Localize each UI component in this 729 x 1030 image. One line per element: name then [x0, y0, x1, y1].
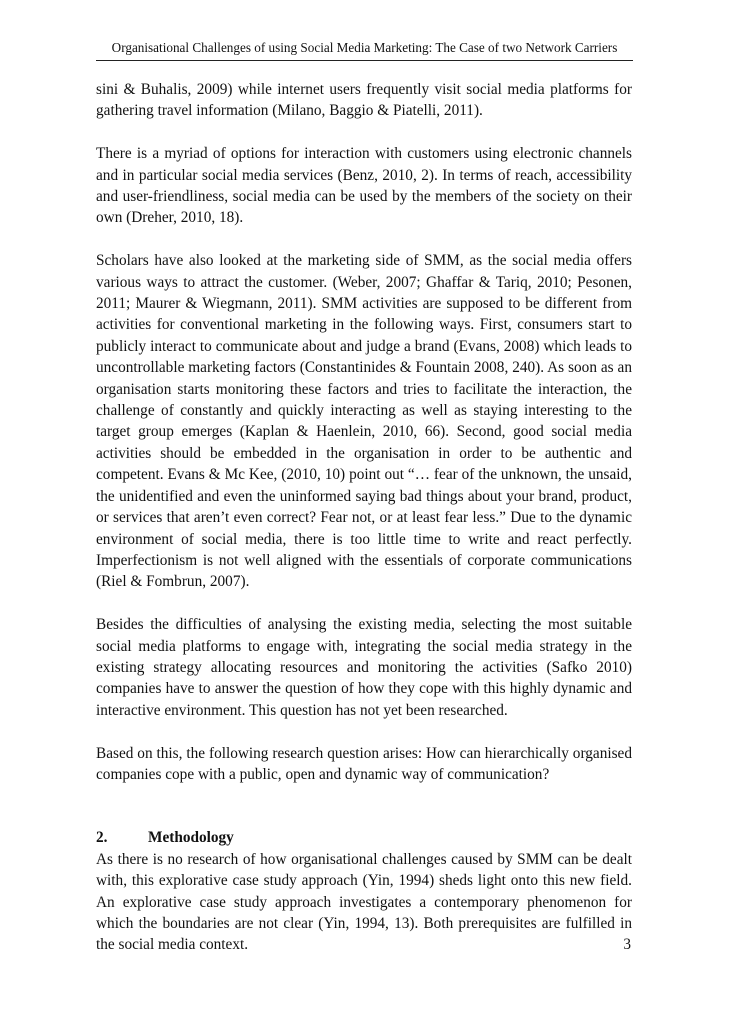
running-header: Organisational Challenges of using Social Media Marketing: The Case of two Network Carriers: [111, 40, 618, 55]
paragraph-interaction-options: There is a myriad of options for interaction with customers using electronic channels and in particular social media services (Benz, 2010, 2). In terms of reach, accessibility and user-friendliness, social media can be used by the members of the society on their own (Dreher, 2010, 18).: [96, 145, 632, 227]
section-number: 2.: [96, 829, 108, 847]
paragraph-continuation: sini & Buhalis, 2009) while internet users frequently visit social media platforms for gathering travel information (Milano, Baggio & Piatelli, 2011).: [96, 81, 632, 120]
paragraph-difficulties: Besides the difficulties of analysing the existing media, selecting the most suitable social media platforms to engage with, integrating the social media strategy in the existing strategy allocating resources and monitoring the activities (Safko 2010) companies have to answer the question of how they cope with this highly dynamic and interactive environment. This question has not yet been researched.: [96, 616, 632, 719]
section-heading-methodology: [96, 827, 632, 848]
paragraph-marketing-side: Scholars have also looked at the marketing side of SMM, as the social media offers various ways to attract the customer. (Weber, 2007; Ghaffar & Tariq, 2010; Pesonen, 2011; Maurer & Wiegmann, 2011). SMM activities are supposed to be different from activities for conventional marketing in the following ways. First, consumers start to publicly interact to communicate about and judge a brand (Evans, 2008) which leads to uncontrollable marketing factors (Constantinides & Fountain 2008, 240). As soon as an organisation starts monitoring these factors and tries to facilitate the interaction, the challenge of constantly and quickly interacting as well as staying interesting to the target group emerges (Kaplan & Haenlein, 2010, 66). Second, good social media activities should be embedded in the organisation in order to be authentic and competent. Evans & Mc Kee, (2010, 10) point out “… fear of the unknown, the unsaid, the unidentified and even the uninformed saying bad things about your brand, product, or services that aren’t even correct? Fear not, or at least fear less.” Due to the dynamic environment of social media, there is too little time to write and react perfectly. Imperfectionism is not well aligned with the essentials of corporate communications (Riel & Fombrun, 2007).: [96, 252, 632, 591]
paragraph-research-question: Based on this, the following research question arises: How can hierarchically organised companies cope with a public, open and dynamic way of communication?: [96, 744, 632, 783]
body-text: [96, 79, 632, 977]
header-rule: [96, 60, 633, 61]
section-title: Methodology: [148, 829, 234, 847]
paragraph-methodology: As there is no research of how organisational challenges caused by SMM can be dealt with, this explorative case study approach (Yin, 1994) sheds light onto this new field. An explorative case study approach investigates a contemporary phenomenon for which the boundaries are not clear (Yin, 1994, 13). Both prerequisites are fulfilled in the social media context.: [96, 850, 632, 954]
page-number: 3: [623, 936, 631, 953]
